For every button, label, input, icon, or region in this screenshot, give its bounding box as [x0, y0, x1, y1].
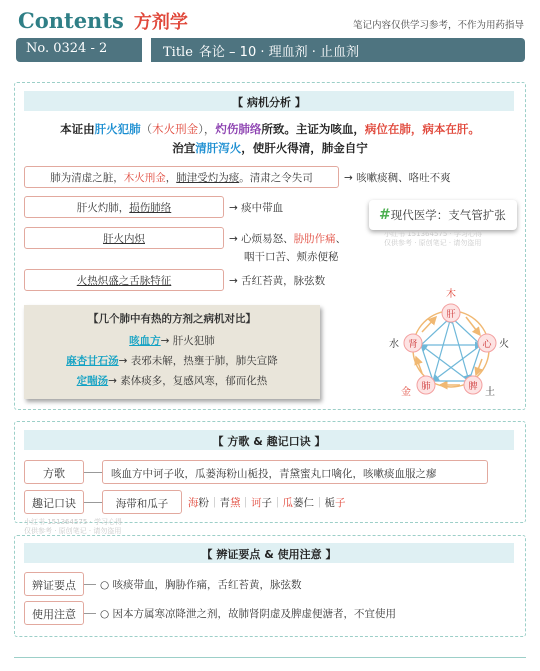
song-heading: 【 方歌 & 趣记口诀 】 [24, 430, 514, 450]
comparison-row-3: 定喘汤→ 素体痰多，复感风寒，郁而化热 [76, 375, 268, 387]
pathology-row-4-result: → 舌红苔黄，脉弦数 [229, 275, 326, 287]
song-label: 方歌 [24, 460, 84, 484]
connector [84, 472, 102, 473]
connector [84, 502, 102, 503]
header-title [18, 8, 188, 34]
pathology-row-2-box: 肝火灼肺，损伤肺络 [24, 196, 224, 218]
svg-text:脾: 脾 [468, 382, 478, 392]
mnemonic-box: 海带和瓜子 [102, 490, 182, 514]
title-bar [151, 38, 525, 62]
svg-text:火: 火 [499, 339, 509, 350]
hash-icon: # [379, 207, 391, 223]
svg-text:水: 水 [389, 339, 399, 350]
pathology-row-4-box: 火热炽盛之舌脉特征 [24, 269, 224, 291]
title-en: Contents [18, 8, 124, 33]
connector [84, 584, 96, 585]
song-text: 咳血方中诃子收，瓜蒌海粉山栀投，青黛蜜丸口噙化，咳嗽痰血服之瘳 [102, 460, 488, 484]
watermark: 小红书 151364575 · 学习心得 仅供参考 · 原创笔记 · 请勿盗用 [384, 230, 482, 247]
svg-text:心: 心 [482, 340, 492, 350]
key-points-label: 辨证要点 [24, 572, 84, 596]
svg-text:肾: 肾 [408, 340, 418, 350]
title-label: Title [163, 45, 193, 60]
svg-text:土: 土 [485, 387, 495, 398]
title-cn: 方剂学 [133, 12, 188, 33]
header-note: 笔记内容仅供学习参考，不作为用药指导 [352, 20, 524, 31]
pathology-row-3-result: → 心烦易怒、胁肋作痛、 [229, 233, 347, 245]
pathology-row-2-result: → 痰中带血 [229, 202, 284, 214]
notes-heading: 【 辨证要点 & 使用注意 】 [24, 543, 514, 563]
caution-label: 使用注意 [24, 601, 84, 625]
comparison-row-2: 麻杏甘石汤→ 表邪未解，热壅于肺，肺失宣降 [66, 355, 278, 367]
pathology-row-1-box: 肺为清虚之脏，木火刑金，肺津受灼为痰。清肃之令失司 [24, 166, 339, 188]
key-points-text: ○ 咳痰带血，胸胁作痛，舌红苔黄，脉弦数 [100, 579, 302, 591]
mnemonic-breakdown: 海粉｜青黛｜诃子｜瓜蒌仁｜栀子 [188, 497, 346, 509]
svg-text:金: 金 [401, 387, 411, 398]
comparison-row-1: 咳血方→ 肝火犯肺 [129, 335, 215, 347]
footer-divider [14, 657, 526, 658]
pathology-summary-2: 治宜清肝泻火，使肝火得清，肺金自宁 [172, 141, 368, 155]
mnemonic-label: 趣记口诀 [24, 490, 84, 514]
svg-text:木: 木 [446, 289, 456, 300]
watermark: 小红书 151364575 · 学习心得 仅供参考 · 原创笔记 · 请勿盗用 [24, 518, 122, 535]
pathology-heading: 【 病机分析 】 [24, 91, 514, 111]
svg-text:肝: 肝 [446, 310, 456, 320]
svg-text:肺: 肺 [421, 382, 431, 392]
comparison-card [24, 305, 320, 399]
note-id: No. 0324 - 2 [16, 38, 142, 62]
title-text: 各论 – 10 · 理血剂 · 止血剂 [198, 45, 360, 60]
pathology-row-1-result: → 咳嗽痰稠、咯吐不爽 [344, 172, 451, 184]
connector [84, 613, 96, 614]
caution-text: ○ 因本方属寒凉降泄之剂，故肺肾阴虚及脾虚便溏者，不宜使用 [100, 608, 396, 620]
pathology-row-3-box: 肝火内炽 [24, 227, 224, 249]
comparison-title: 【几个肺中有热的方剂之病机对比】 [88, 313, 256, 325]
five-elements-diagram [384, 287, 518, 403]
modern-medicine-tag: #现代医学：支气管扩张 [369, 200, 517, 230]
pathology-summary-1: 本证由肝火犯肺（木火刑金），灼伤肺络所致。主证为咳血，病位在肺，病本在肝。 [60, 122, 480, 136]
pathology-row-3-result-2: 咽干口苦、颊赤便秘 [244, 251, 339, 263]
